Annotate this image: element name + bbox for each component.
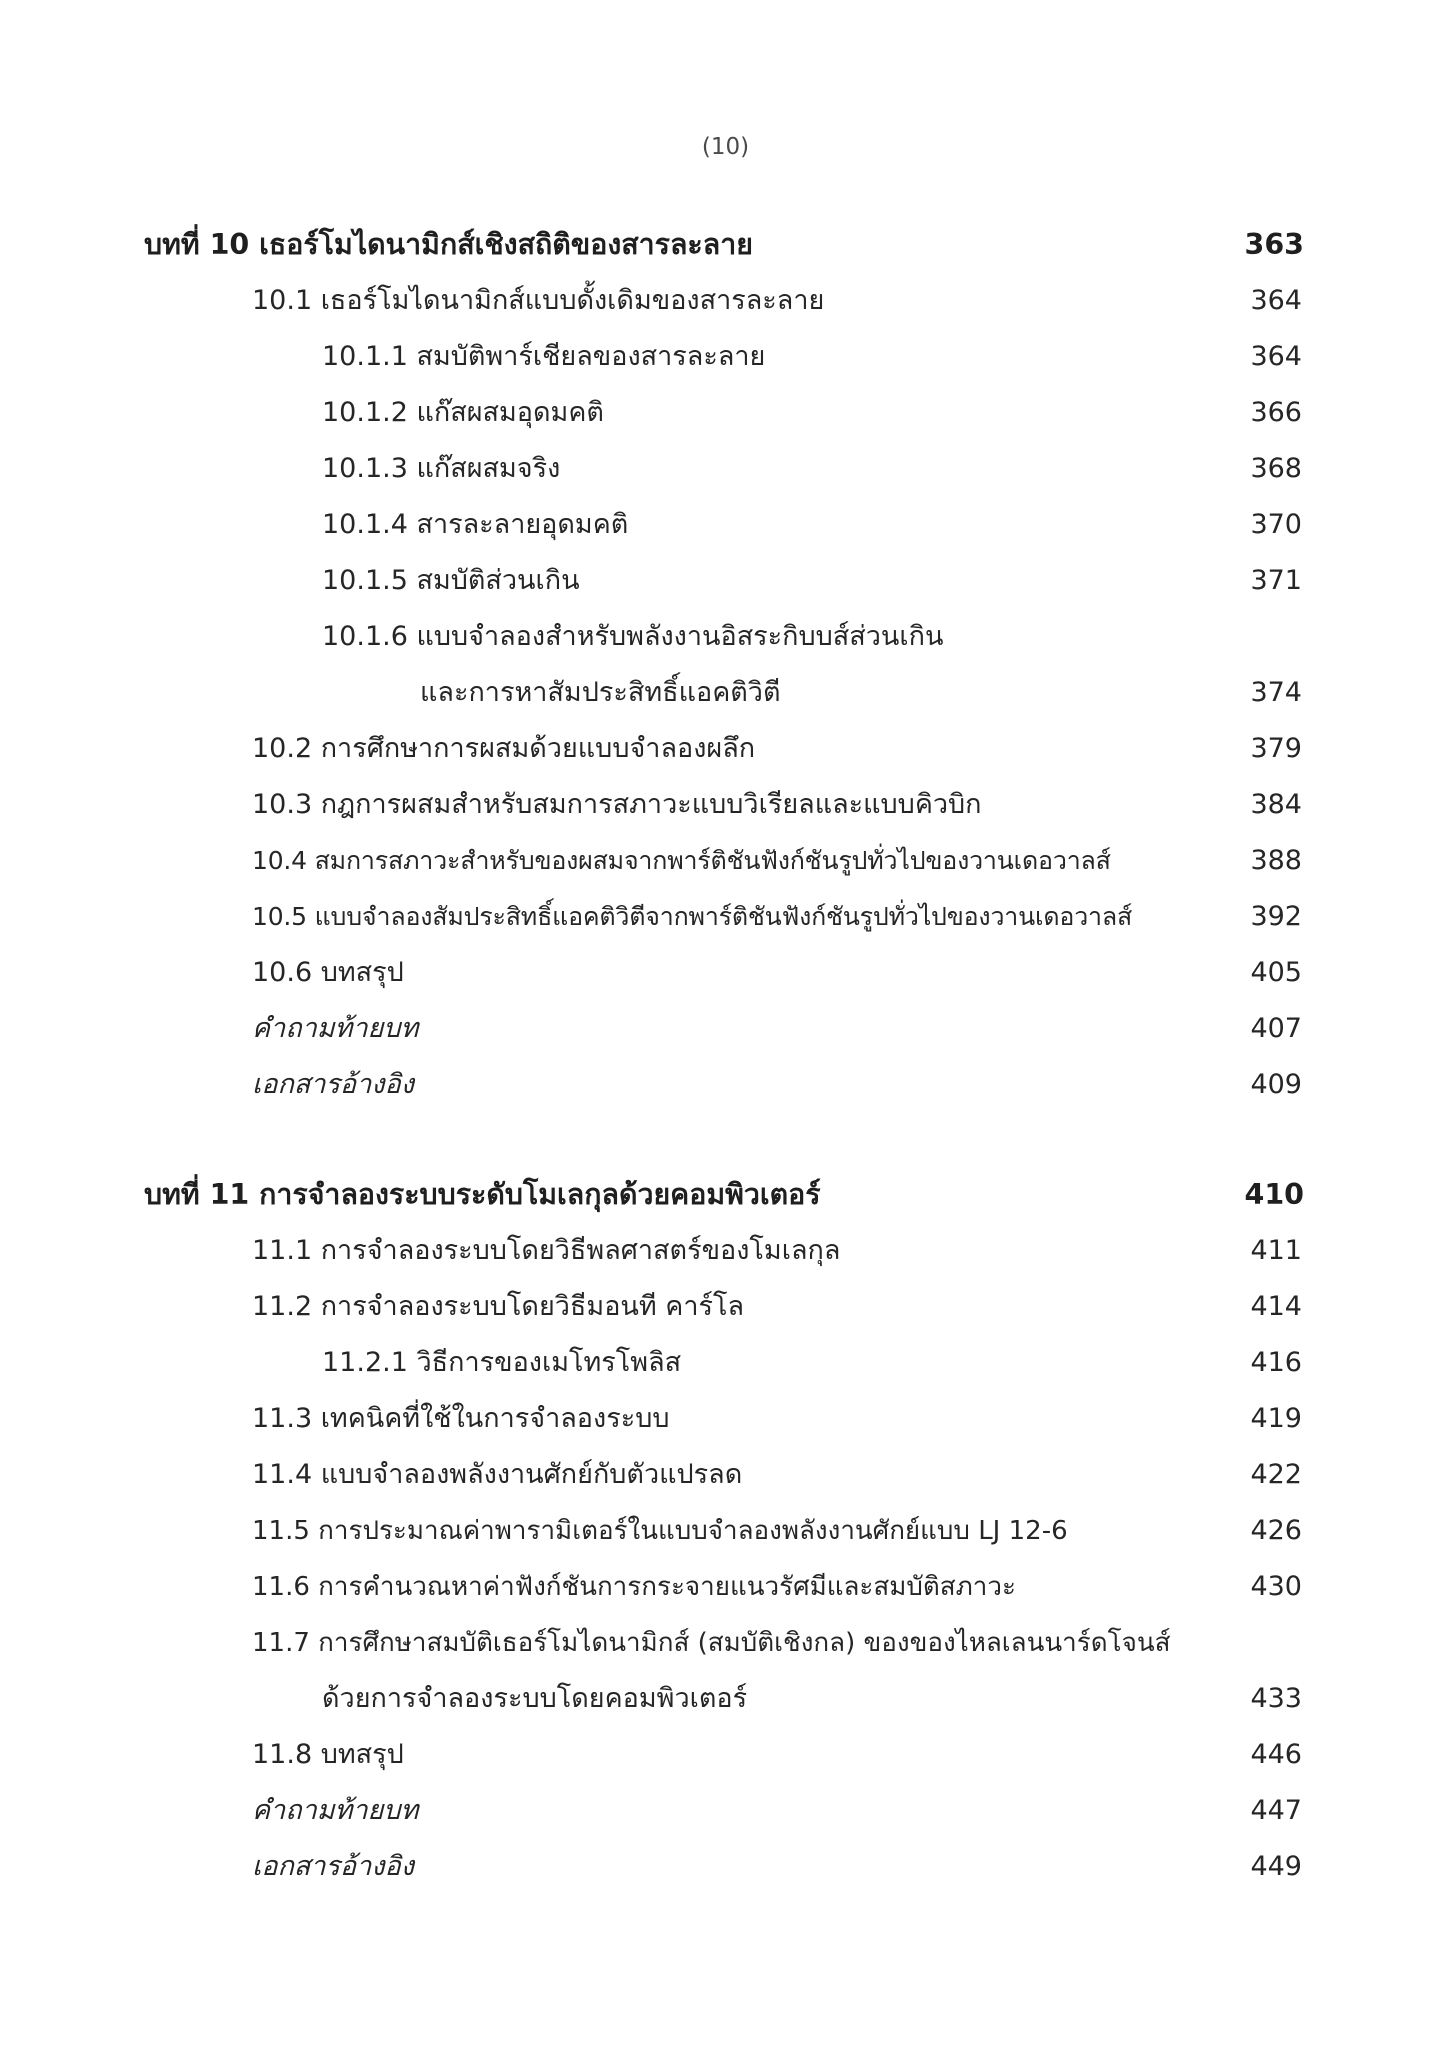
toc-entry[interactable] <box>0 1727 1451 1783</box>
toc-entry[interactable] <box>0 273 1451 329</box>
toc-entry-references[interactable] <box>0 1057 1451 1113</box>
toc-entry[interactable] <box>0 721 1451 777</box>
entry-page: 446 <box>1250 1739 1302 1770</box>
entry-page: 414 <box>1250 1291 1302 1322</box>
entry-title: 10.1.1 สมบัติพาร์เชียลของสารละลาย <box>322 341 766 372</box>
entry-title: 10.6 บทสรุป <box>252 957 404 988</box>
toc-entry[interactable] <box>0 553 1451 609</box>
entry-page: 407 <box>1250 1013 1302 1044</box>
page-number: (10) <box>701 134 750 160</box>
entry-title: คำถามท้ายบท <box>252 1013 419 1044</box>
chapter-title: บทที่ 10 เธอร์โมไดนามิกส์เชิงสถิติของสารละลาย <box>144 228 753 261</box>
entry-page: 374 <box>1250 677 1302 708</box>
toc-entry-continuation[interactable] <box>0 665 1451 721</box>
toc-entry[interactable] <box>0 889 1451 945</box>
entry-page: 371 <box>1250 565 1302 596</box>
entry-page: 392 <box>1250 901 1302 932</box>
chapter-page: 410 <box>1244 1178 1304 1211</box>
entry-page: 364 <box>1250 285 1302 316</box>
toc-entry[interactable] <box>0 497 1451 553</box>
entry-title: 10.3 กฎการผสมสำหรับสมการสภาวะแบบวิเรียลและแบบคิวบิก <box>252 789 982 820</box>
entry-page: 366 <box>1250 397 1302 428</box>
entry-page: 449 <box>1250 1851 1302 1882</box>
toc-entry[interactable] <box>0 1503 1451 1559</box>
toc-entry[interactable] <box>0 441 1451 497</box>
entry-title: 11.1 การจำลองระบบโดยวิธีพลศาสตร์ของโมเลกุล <box>252 1235 841 1266</box>
entry-title: และการหาสัมประสิทธิ์แอคติวิตี <box>420 677 781 708</box>
entry-page: 430 <box>1250 1571 1302 1602</box>
entry-page: 368 <box>1250 453 1302 484</box>
entry-page: 433 <box>1250 1683 1302 1714</box>
toc-entry[interactable] <box>0 777 1451 833</box>
entry-title: 10.1.4 สารละลายอุดมคติ <box>322 509 629 540</box>
entry-title: 11.5 การประมาณค่าพารามิเตอร์ในแบบจำลองพลังงานศักย์แบบ LJ 12-6 <box>252 1516 1068 1546</box>
entry-title: ด้วยการจำลองระบบโดยคอมพิวเตอร์ <box>322 1683 748 1714</box>
entry-page: 409 <box>1250 1069 1302 1100</box>
entry-title: 11.4 แบบจำลองพลังงานศักย์กับตัวแปรลด <box>252 1459 743 1490</box>
entry-title: 10.1.5 สมบัติส่วนเกิน <box>322 565 580 596</box>
entry-title: 10.1 เธอร์โมไดนามิกส์แบบดั้งเดิมของสารละลาย <box>252 285 825 316</box>
entry-page: 426 <box>1250 1515 1302 1546</box>
toc-entry[interactable] <box>0 329 1451 385</box>
toc-entry[interactable] <box>0 833 1451 889</box>
entry-title: 10.1.6 แบบจำลองสำหรับพลังงานอิสระกิบบส์ส่วนเกิน <box>322 621 944 652</box>
entry-title: 11.3 เทคนิคที่ใช้ในการจำลองระบบ <box>252 1403 670 1434</box>
entry-page: 388 <box>1250 845 1302 876</box>
entry-title: 10.4 สมการสภาวะสำหรับของผสมจากพาร์ติชันฟังก์ชันรูปทั่วไปของวานเดอวาลส์ <box>252 846 1111 875</box>
toc-entry-references[interactable] <box>0 1839 1451 1895</box>
entry-title: 10.5 แบบจำลองสัมประสิทธิ์แอคติวิตีจากพาร์ติชันฟังก์ชันรูปทั่วไปของวานเดอวาลส์ <box>252 902 1133 931</box>
entry-page: 411 <box>1250 1235 1302 1266</box>
chapter-title: บทที่ 11 การจำลองระบบระดับโมเลกุลด้วยคอมพิวเตอร์ <box>144 1178 821 1211</box>
chapter-heading[interactable] <box>0 217 1451 273</box>
chapter-heading[interactable] <box>0 1167 1451 1223</box>
toc-entry[interactable] <box>0 1223 1451 1279</box>
entry-page: 405 <box>1250 957 1302 988</box>
entry-title: 10.2 การศึกษาการผสมด้วยแบบจำลองผลึก <box>252 733 756 764</box>
entry-title: 11.8 บทสรุป <box>252 1739 404 1770</box>
entry-title: 10.1.2 แก๊สผสมอุดมคติ <box>322 397 604 428</box>
entry-title: 11.6 การคำนวณหาค่าฟังก์ชันการกระจายแนวรัศมีและสมบัติสภาวะ <box>252 1572 1016 1602</box>
toc-entry[interactable] <box>0 385 1451 441</box>
toc-entry-questions[interactable] <box>0 1001 1451 1057</box>
chapter-11 <box>0 1167 1451 1895</box>
entry-title: คำถามท้ายบท <box>252 1795 419 1826</box>
toc-entry[interactable] <box>0 1559 1451 1615</box>
chapter-10 <box>0 217 1451 1113</box>
entry-title: 11.2.1 วิธีการของเมโทรโพลิส <box>322 1347 682 1378</box>
entry-page: 422 <box>1250 1459 1302 1490</box>
entry-page: 370 <box>1250 509 1302 540</box>
toc-entry-continuation[interactable] <box>0 1671 1451 1727</box>
entry-title: 11.2 การจำลองระบบโดยวิธีมอนที คาร์โล <box>252 1291 745 1322</box>
entry-page: 379 <box>1250 733 1302 764</box>
toc-entry-questions[interactable] <box>0 1783 1451 1839</box>
toc-entry[interactable] <box>0 1447 1451 1503</box>
entry-title: เอกสารอ้างอิง <box>252 1069 414 1100</box>
entry-title: เอกสารอ้างอิง <box>252 1851 414 1882</box>
entry-page: 364 <box>1250 341 1302 372</box>
entry-page: 447 <box>1250 1795 1302 1826</box>
entry-page: 419 <box>1250 1403 1302 1434</box>
entry-title: 11.7 การศึกษาสมบัติเธอร์โมไดนามิกส์ (สมบัติเชิงกล) ของของไหลเลนนาร์ดโจนส์ <box>252 1628 1171 1658</box>
toc-entry[interactable] <box>0 1279 1451 1335</box>
chapter-page: 363 <box>1244 228 1304 261</box>
entry-page: 384 <box>1250 789 1302 820</box>
toc-entry[interactable] <box>0 945 1451 1001</box>
entry-title: 10.1.3 แก๊สผสมจริง <box>322 453 561 484</box>
toc-entry[interactable] <box>0 609 1451 665</box>
toc-entry[interactable] <box>0 1615 1451 1671</box>
toc-entry[interactable] <box>0 1335 1451 1391</box>
entry-page: 416 <box>1250 1347 1302 1378</box>
toc-entry[interactable] <box>0 1391 1451 1447</box>
